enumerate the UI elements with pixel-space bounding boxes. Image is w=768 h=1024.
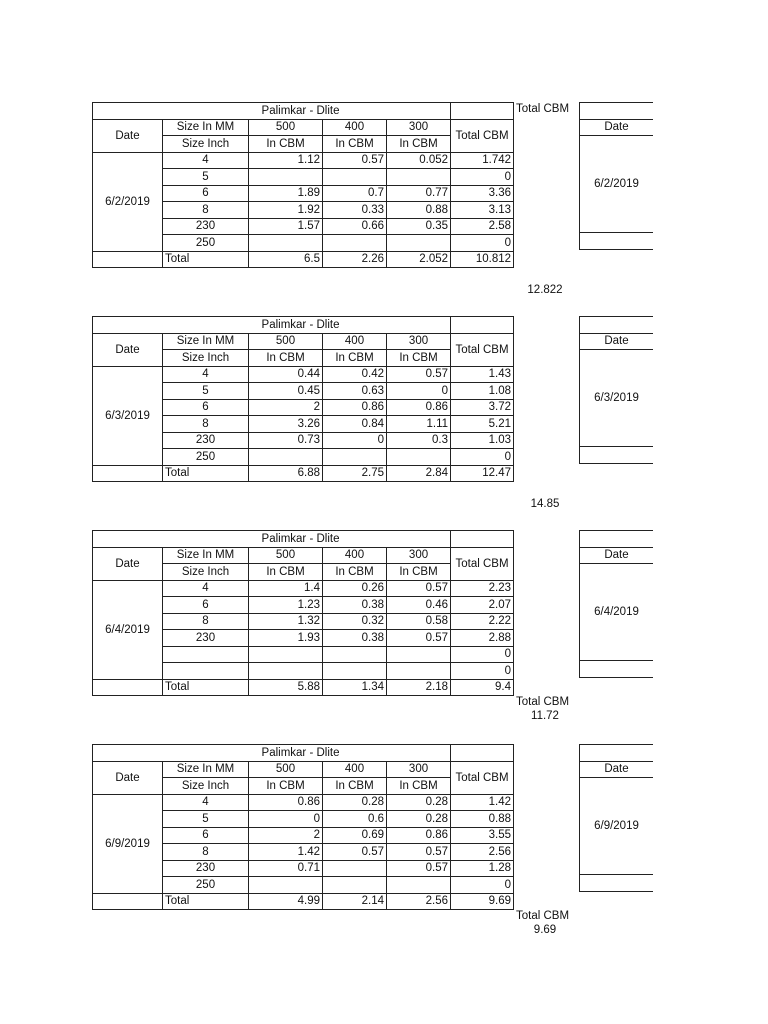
cbm-300-cell: 0.58 bbox=[387, 613, 451, 630]
total-cbm-label: Total CBM bbox=[516, 103, 570, 115]
grand-total: 9.69 bbox=[451, 893, 514, 910]
title-row-end-cell bbox=[451, 531, 514, 548]
cbm-400-cell: 0.57 bbox=[323, 152, 387, 169]
cbm-500-cell bbox=[249, 663, 323, 680]
table-row bbox=[93, 580, 514, 597]
mm-500-header: 500 bbox=[249, 761, 323, 778]
side-total-cell bbox=[580, 447, 654, 464]
cbm-table bbox=[92, 316, 514, 482]
cbm-500-cell bbox=[249, 877, 323, 894]
in-cbm-header-500: In CBM bbox=[249, 350, 323, 367]
side-total-cell bbox=[580, 661, 654, 678]
size-inch-header: Size Inch bbox=[163, 350, 249, 367]
row-total-cell: 3.72 bbox=[451, 399, 514, 416]
cbm-400-cell bbox=[323, 235, 387, 252]
cbm-300-cell: 0.77 bbox=[387, 185, 451, 202]
size-inch-cell bbox=[163, 646, 249, 663]
cbm-500-cell: 2 bbox=[249, 399, 323, 416]
total-cbm-value: 14.85 bbox=[530, 498, 560, 510]
table-row bbox=[93, 366, 514, 383]
cbm-400-cell bbox=[323, 860, 387, 877]
total-500: 6.5 bbox=[249, 251, 323, 268]
size-inch-cell: 4 bbox=[163, 580, 249, 597]
total-400: 2.26 bbox=[323, 251, 387, 268]
cbm-500-cell: 0.44 bbox=[249, 366, 323, 383]
side-date-header: Date bbox=[580, 119, 654, 136]
size-inch-cell: 250 bbox=[163, 449, 249, 466]
size-inch-cell: 5 bbox=[163, 811, 249, 828]
cbm-400-cell: 0.86 bbox=[323, 399, 387, 416]
mm-400-header: 400 bbox=[323, 333, 387, 350]
size-mm-header: Size In MM bbox=[163, 547, 249, 564]
total-500: 4.99 bbox=[249, 893, 323, 910]
cbm-300-cell: 0.3 bbox=[387, 432, 451, 449]
total-500: 5.88 bbox=[249, 679, 323, 696]
cbm-300-cell: 0.57 bbox=[387, 580, 451, 597]
row-total-cell: 0 bbox=[451, 877, 514, 894]
cbm-300-cell bbox=[387, 169, 451, 186]
cbm-400-cell: 0.32 bbox=[323, 613, 387, 630]
cbm-300-cell: 0.28 bbox=[387, 811, 451, 828]
total-cbm-header: Total CBM bbox=[451, 119, 514, 152]
cbm-300-cell: 0.86 bbox=[387, 399, 451, 416]
size-inch-cell: 8 bbox=[163, 844, 249, 861]
cbm-500-cell: 1.93 bbox=[249, 630, 323, 647]
total-cbm-label: Total CBM bbox=[516, 696, 570, 708]
mm-300-header: 300 bbox=[387, 547, 451, 564]
cbm-500-cell: 1.23 bbox=[249, 597, 323, 614]
mm-500-header: 500 bbox=[249, 333, 323, 350]
cbm-300-cell: 0 bbox=[387, 383, 451, 400]
total-cbm-value: 9.69 bbox=[533, 924, 557, 936]
row-total-cell: 0 bbox=[451, 663, 514, 680]
size-inch-cell: 4 bbox=[163, 366, 249, 383]
cbm-400-cell bbox=[323, 449, 387, 466]
size-inch-cell: 5 bbox=[163, 169, 249, 186]
row-total-cell: 0 bbox=[451, 449, 514, 466]
cbm-300-cell bbox=[387, 877, 451, 894]
cbm-400-cell: 0.66 bbox=[323, 218, 387, 235]
side-date: 6/3/2019 bbox=[580, 350, 654, 447]
side-title-cell bbox=[580, 103, 654, 120]
row-total-cell: 2.07 bbox=[451, 597, 514, 614]
total-400: 2.14 bbox=[323, 893, 387, 910]
row-total-cell: 0 bbox=[451, 646, 514, 663]
mm-500-header: 500 bbox=[249, 547, 323, 564]
cbm-400-cell: 0.57 bbox=[323, 844, 387, 861]
row-date: 6/2/2019 bbox=[93, 152, 163, 251]
in-cbm-header-400: In CBM bbox=[323, 136, 387, 153]
cbm-500-cell: 1.4 bbox=[249, 580, 323, 597]
cbm-500-cell: 1.89 bbox=[249, 185, 323, 202]
side-title-cell bbox=[580, 745, 654, 762]
cbm-400-cell bbox=[323, 169, 387, 186]
cbm-500-cell: 1.57 bbox=[249, 218, 323, 235]
size-inch-cell: 8 bbox=[163, 202, 249, 219]
cbm-400-cell: 0.6 bbox=[323, 811, 387, 828]
total-400: 1.34 bbox=[323, 679, 387, 696]
size-inch-cell: 230 bbox=[163, 630, 249, 647]
in-cbm-header-400: In CBM bbox=[323, 350, 387, 367]
cbm-300-cell: 0.57 bbox=[387, 860, 451, 877]
total-cbm-label: Total CBM bbox=[516, 910, 570, 922]
table-title: Palimkar - Dlite bbox=[93, 103, 451, 120]
side-title-cell bbox=[580, 317, 654, 334]
row-total-cell: 1.43 bbox=[451, 366, 514, 383]
row-total-cell: 1.28 bbox=[451, 860, 514, 877]
cbm-500-cell: 1.32 bbox=[249, 613, 323, 630]
total-300: 2.18 bbox=[387, 679, 451, 696]
cbm-table bbox=[92, 102, 514, 268]
total-row-date-cell bbox=[93, 893, 163, 910]
cbm-300-cell: 0.35 bbox=[387, 218, 451, 235]
size-inch-header: Size Inch bbox=[163, 136, 249, 153]
cbm-500-cell: 0.45 bbox=[249, 383, 323, 400]
cbm-400-cell: 0 bbox=[323, 432, 387, 449]
side-total-cell bbox=[580, 233, 654, 250]
row-date: 6/9/2019 bbox=[93, 794, 163, 893]
total-cbm-value: 11.72 bbox=[531, 710, 559, 722]
cbm-400-cell bbox=[323, 646, 387, 663]
row-total-cell: 2.88 bbox=[451, 630, 514, 647]
mm-400-header: 400 bbox=[323, 119, 387, 136]
side-title-cell bbox=[580, 531, 654, 548]
title-row-end-cell bbox=[451, 317, 514, 334]
cbm-500-cell bbox=[249, 235, 323, 252]
cbm-table bbox=[92, 744, 514, 910]
side-date-header: Date bbox=[580, 761, 654, 778]
cbm-400-cell: 0.26 bbox=[323, 580, 387, 597]
size-inch-cell: 6 bbox=[163, 597, 249, 614]
cbm-300-cell: 0.88 bbox=[387, 202, 451, 219]
row-total-cell: 0 bbox=[451, 169, 514, 186]
grand-total: 9.4 bbox=[451, 679, 514, 696]
side-table bbox=[579, 102, 653, 250]
row-total-cell: 1.742 bbox=[451, 152, 514, 169]
mm-300-header: 300 bbox=[387, 333, 451, 350]
size-inch-cell: 230 bbox=[163, 218, 249, 235]
total-300: 2.84 bbox=[387, 465, 451, 482]
row-total-cell: 3.36 bbox=[451, 185, 514, 202]
size-inch-cell: 8 bbox=[163, 613, 249, 630]
row-total-cell: 2.23 bbox=[451, 580, 514, 597]
side-date-header: Date bbox=[580, 333, 654, 350]
grand-total: 12.47 bbox=[451, 465, 514, 482]
row-total-cell: 0 bbox=[451, 235, 514, 252]
sheet-block bbox=[92, 530, 652, 722]
sheet-block bbox=[92, 316, 652, 510]
size-inch-cell: 6 bbox=[163, 399, 249, 416]
cbm-500-cell: 1.12 bbox=[249, 152, 323, 169]
in-cbm-header-300: In CBM bbox=[387, 136, 451, 153]
cbm-500-cell bbox=[249, 646, 323, 663]
side-date: 6/4/2019 bbox=[580, 564, 654, 661]
sheet-block bbox=[92, 102, 652, 296]
total-300: 2.052 bbox=[387, 251, 451, 268]
in-cbm-header-500: In CBM bbox=[249, 136, 323, 153]
cbm-500-cell: 3.26 bbox=[249, 416, 323, 433]
row-total-cell: 5.21 bbox=[451, 416, 514, 433]
table-title: Palimkar - Dlite bbox=[93, 317, 451, 334]
grand-total: 10.812 bbox=[451, 251, 514, 268]
cbm-300-cell: 0.57 bbox=[387, 366, 451, 383]
cbm-500-cell: 1.92 bbox=[249, 202, 323, 219]
mm-500-header: 500 bbox=[249, 119, 323, 136]
date-header: Date bbox=[93, 761, 163, 794]
cbm-400-cell: 0.38 bbox=[323, 597, 387, 614]
side-total-cell bbox=[580, 875, 654, 892]
total-row-date-cell bbox=[93, 251, 163, 268]
table-row bbox=[93, 794, 514, 811]
size-mm-header: Size In MM bbox=[163, 119, 249, 136]
title-row-end-cell bbox=[451, 103, 514, 120]
mm-400-header: 400 bbox=[323, 761, 387, 778]
row-total-cell: 1.03 bbox=[451, 432, 514, 449]
side-table bbox=[579, 316, 653, 464]
side-date-header: Date bbox=[580, 547, 654, 564]
total-cbm-header: Total CBM bbox=[451, 333, 514, 366]
row-total-cell: 0.88 bbox=[451, 811, 514, 828]
row-total-cell: 3.13 bbox=[451, 202, 514, 219]
size-inch-cell bbox=[163, 663, 249, 680]
total-300: 2.56 bbox=[387, 893, 451, 910]
side-date: 6/2/2019 bbox=[580, 136, 654, 233]
in-cbm-header-300: In CBM bbox=[387, 778, 451, 795]
size-inch-cell: 8 bbox=[163, 416, 249, 433]
size-inch-cell: 4 bbox=[163, 152, 249, 169]
row-date: 6/3/2019 bbox=[93, 366, 163, 465]
cbm-300-cell bbox=[387, 235, 451, 252]
total-400: 2.75 bbox=[323, 465, 387, 482]
total-row-label: Total bbox=[163, 893, 249, 910]
total-row-label: Total bbox=[163, 465, 249, 482]
table-row bbox=[93, 152, 514, 169]
side-table bbox=[579, 530, 653, 678]
cbm-500-cell: 0.86 bbox=[249, 794, 323, 811]
cbm-300-cell bbox=[387, 663, 451, 680]
size-inch-cell: 250 bbox=[163, 877, 249, 894]
cbm-400-cell bbox=[323, 877, 387, 894]
cbm-400-cell: 0.69 bbox=[323, 827, 387, 844]
size-mm-header: Size In MM bbox=[163, 761, 249, 778]
row-total-cell: 2.22 bbox=[451, 613, 514, 630]
size-mm-header: Size In MM bbox=[163, 333, 249, 350]
size-inch-cell: 250 bbox=[163, 235, 249, 252]
total-500: 6.88 bbox=[249, 465, 323, 482]
cbm-400-cell: 0.84 bbox=[323, 416, 387, 433]
table-title: Palimkar - Dlite bbox=[93, 745, 451, 762]
size-inch-cell: 4 bbox=[163, 794, 249, 811]
cbm-400-cell: 0.33 bbox=[323, 202, 387, 219]
table-title: Palimkar - Dlite bbox=[93, 531, 451, 548]
size-inch-cell: 230 bbox=[163, 860, 249, 877]
cbm-500-cell: 1.42 bbox=[249, 844, 323, 861]
in-cbm-header-500: In CBM bbox=[249, 778, 323, 795]
cbm-400-cell: 0.7 bbox=[323, 185, 387, 202]
mm-300-header: 300 bbox=[387, 761, 451, 778]
size-inch-cell: 6 bbox=[163, 185, 249, 202]
cbm-300-cell: 0.46 bbox=[387, 597, 451, 614]
title-row-end-cell bbox=[451, 745, 514, 762]
cbm-400-cell: 0.38 bbox=[323, 630, 387, 647]
row-total-cell: 1.42 bbox=[451, 794, 514, 811]
cbm-500-cell: 0 bbox=[249, 811, 323, 828]
mm-400-header: 400 bbox=[323, 547, 387, 564]
cbm-500-cell bbox=[249, 449, 323, 466]
row-total-cell: 1.08 bbox=[451, 383, 514, 400]
cbm-500-cell: 0.71 bbox=[249, 860, 323, 877]
total-row-label: Total bbox=[163, 251, 249, 268]
size-inch-header: Size Inch bbox=[163, 778, 249, 795]
cbm-table bbox=[92, 530, 514, 696]
cbm-300-cell: 1.11 bbox=[387, 416, 451, 433]
cbm-300-cell: 0.052 bbox=[387, 152, 451, 169]
cbm-400-cell bbox=[323, 663, 387, 680]
side-table bbox=[579, 744, 653, 892]
in-cbm-header-400: In CBM bbox=[323, 564, 387, 581]
cbm-300-cell bbox=[387, 646, 451, 663]
cbm-400-cell: 0.28 bbox=[323, 794, 387, 811]
total-row-date-cell bbox=[93, 679, 163, 696]
in-cbm-header-300: In CBM bbox=[387, 564, 451, 581]
cbm-500-cell bbox=[249, 169, 323, 186]
size-inch-cell: 6 bbox=[163, 827, 249, 844]
size-inch-cell: 230 bbox=[163, 432, 249, 449]
in-cbm-header-300: In CBM bbox=[387, 350, 451, 367]
total-row-label: Total bbox=[163, 679, 249, 696]
total-cbm-header: Total CBM bbox=[451, 547, 514, 580]
cbm-300-cell bbox=[387, 449, 451, 466]
cbm-300-cell: 0.57 bbox=[387, 844, 451, 861]
cbm-400-cell: 0.63 bbox=[323, 383, 387, 400]
in-cbm-header-400: In CBM bbox=[323, 778, 387, 795]
row-date: 6/4/2019 bbox=[93, 580, 163, 679]
in-cbm-header-500: In CBM bbox=[249, 564, 323, 581]
cbm-300-cell: 0.57 bbox=[387, 630, 451, 647]
cbm-300-cell: 0.28 bbox=[387, 794, 451, 811]
cbm-500-cell: 0.73 bbox=[249, 432, 323, 449]
cbm-300-cell: 0.86 bbox=[387, 827, 451, 844]
date-header: Date bbox=[93, 333, 163, 366]
date-header: Date bbox=[93, 547, 163, 580]
row-total-cell: 2.58 bbox=[451, 218, 514, 235]
total-row-date-cell bbox=[93, 465, 163, 482]
mm-300-header: 300 bbox=[387, 119, 451, 136]
side-date: 6/9/2019 bbox=[580, 778, 654, 875]
size-inch-header: Size Inch bbox=[163, 564, 249, 581]
total-cbm-value: 12.822 bbox=[527, 284, 563, 296]
row-total-cell: 3.55 bbox=[451, 827, 514, 844]
cbm-500-cell: 2 bbox=[249, 827, 323, 844]
row-total-cell: 2.56 bbox=[451, 844, 514, 861]
size-inch-cell: 5 bbox=[163, 383, 249, 400]
date-header: Date bbox=[93, 119, 163, 152]
sheet-block bbox=[92, 744, 652, 936]
total-cbm-header: Total CBM bbox=[451, 761, 514, 794]
cbm-400-cell: 0.42 bbox=[323, 366, 387, 383]
